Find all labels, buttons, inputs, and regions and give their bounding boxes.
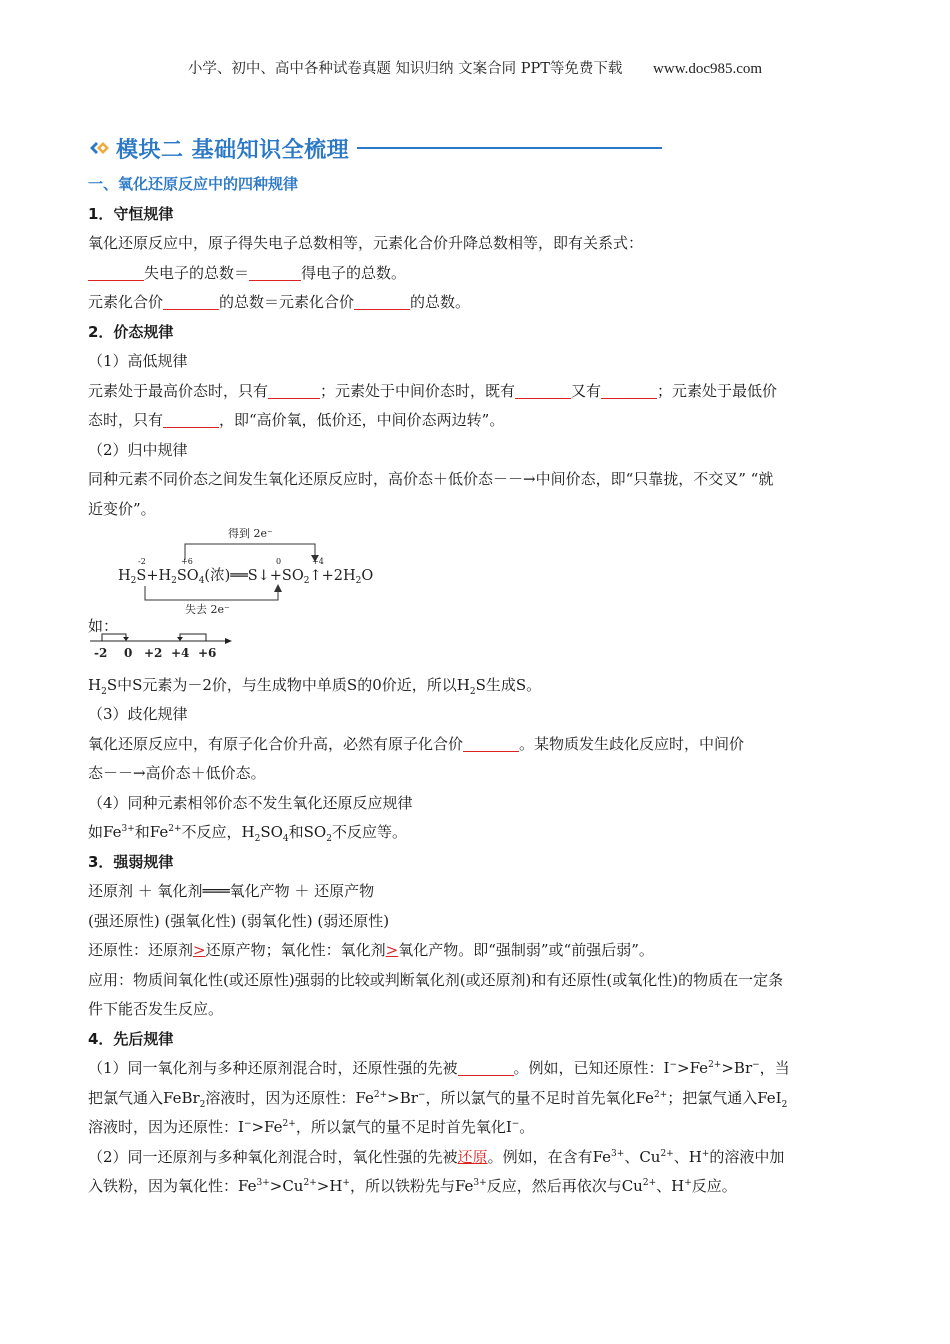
subheading: （3）歧化规律 [88,705,188,723]
fill-blank[interactable] [601,381,657,399]
fill-blank[interactable] [88,263,144,281]
paragraph: 如： [88,617,119,635]
tick-label: +6 [198,646,217,660]
arrow-from-plus6 [180,634,206,641]
paragraph: 入铁粉，因为氧化性：$Fe^{3+}>Cu^{2+}>H^+$，所以铁粉先与$Fe^{3+}$反应，然后再依次与$Cu^{2+}$、H+反应。 [88,1177,737,1195]
module-heading [88,131,662,165]
paragraph: 还原性：还原剂>还原产物；氧化性：氧化剂>氧化产物。即“强制弱”或“前强后弱”。 [88,941,654,959]
heading-order: 4．先后规律 [88,1029,174,1048]
loss-bracket [145,586,278,600]
fill-blank[interactable] [463,734,519,752]
paragraph: 氧化还原反应中，有原子化合价升高，必然有原子化合价 。某物质发生歧化反应时，中间价 [88,734,745,753]
header-url[interactable]: www.doc985.com [653,61,763,77]
heading-valence: 2．价态规律 [88,322,174,341]
valence-number-line [88,630,238,660]
loss-arrowhead [274,584,282,592]
paragraph: 还原剂 ＋ 氧化剂═══氧化产物 ＋ 还原产物 [88,882,375,900]
section-title: 一、氧化还原反应中的四种规律 [88,175,299,193]
ox-state: -2 [138,557,146,566]
tick-label: +4 [171,646,190,660]
subheading: （4）同种元素相邻价态不发生氧化还原反应规律 [88,793,413,812]
document-body [88,170,868,1202]
module-title: 模块二 基础知识全梳理 [116,137,350,163]
header-text: 小学、初中、高中各种试卷真题 知识归纳 文案合同 PPT等免费下载 [187,61,623,77]
tick-label: 0 [124,646,133,660]
heading-strength: 3．强弱规律 [88,852,174,871]
paragraph: 应用：物质间氧化性(或还原性)强弱的比较或判断氧化剂(或还原剂)和有还原性(或氧化性)的物质在一定条 [88,970,784,989]
double-diamond-icon [88,137,110,159]
ox-state: +4 [312,557,324,566]
title-rule [357,147,662,149]
paragraph: 态时，只有 ，即“高价氧，低价还，中间价态两边转”。 [88,411,505,429]
fill-blank[interactable] [163,292,219,310]
paragraph: 态－－→高价态＋低价态。 [88,764,266,782]
subheading: （1）高低规律 [88,352,188,370]
arrow-from-minus2 [102,634,126,641]
fill-blank[interactable] [515,381,571,399]
tick-label: +2 [144,646,163,660]
paragraph: (强还原性) (强氧化性) (弱氧化性) (弱还原性) [88,911,390,930]
ox-state: 0 [276,557,282,566]
ox-state: +6 [181,557,193,566]
paragraph: 件下能否发生反应。 [88,1000,224,1018]
electron-transfer-diagram [110,522,430,614]
paragraph: 同种元素不同价态之间发生氧化还原反应时，高价态＋低价态－－→中间价态，即“只靠拢，不交叉” “就 [88,470,774,488]
paragraph: 元素处于最高价态时，只有 ；元素处于中间价态时，既有 又有 ；元素处于最低价 [88,381,778,400]
fill-blank[interactable] [458,1058,514,1076]
paragraph: 元素化合价 的总数＝元素化合价 的总数。 [88,293,471,311]
tick-label: -2 [94,646,108,660]
paragraph: 把氯气通入FeBr$_2$溶液时，因为还原性：$Fe^{2+}>Br^-$，所以氯气的量不足时首先氧化$Fe^{2+}$；把氯气通入FeI$_2$ [88,1088,788,1110]
equation: $H_2S+H_2SO_4$(浓)$══S↓+SO_2↑+2H_2O$ [118,568,374,586]
paragraph: 氧化还原反应中，原子得失电子总数相等，元素化合价升降总数相等，即有关系式： [88,234,644,252]
fill-blank[interactable] [163,410,219,428]
paragraph: 失电子的总数＝ 得电子的总数。 [88,259,868,289]
subheading: （2）归中规律 [88,440,188,459]
loss-label: 失去 2e⁻ [185,603,230,614]
paragraph: （1）同一氧化剂与多种还原剂混合时，还原性强的先被 。例如，已知还原性：$I^->Fe^{2+}>Br^-$，当 [88,1059,790,1077]
paragraph: （2）同一还原剂与多种氧化剂混合时，氧化性强的先被还原。例如，在含有$Fe^{3+}$、$Cu^{2+}$、H+的溶液中加 [88,1147,785,1166]
fill-blank[interactable] [354,292,410,310]
paragraph: 如$Fe^{3+}$和$Fe^{2+}$不反应，$H_2SO_4$和$SO_2$不反应等。 [88,823,407,844]
paragraph: $H_2S$中S元素为－2价，与生成物中单质S的0价近，所以$H_2S$生成S。 [88,675,542,697]
gain-label: 得到 2e⁻ [228,527,273,540]
fill-blank[interactable] [249,263,301,281]
fill-blank[interactable] [268,381,320,399]
gain-bracket [185,544,315,560]
heading-conservation: 1．守恒规律 [88,204,174,223]
paragraph: 溶液时，因为还原性：$I^->Fe^{2+}$，所以氯气的量不足时首先氧化I−。 [88,1118,535,1136]
page-header [0,57,950,78]
paragraph: 近变价”。 [88,499,156,518]
